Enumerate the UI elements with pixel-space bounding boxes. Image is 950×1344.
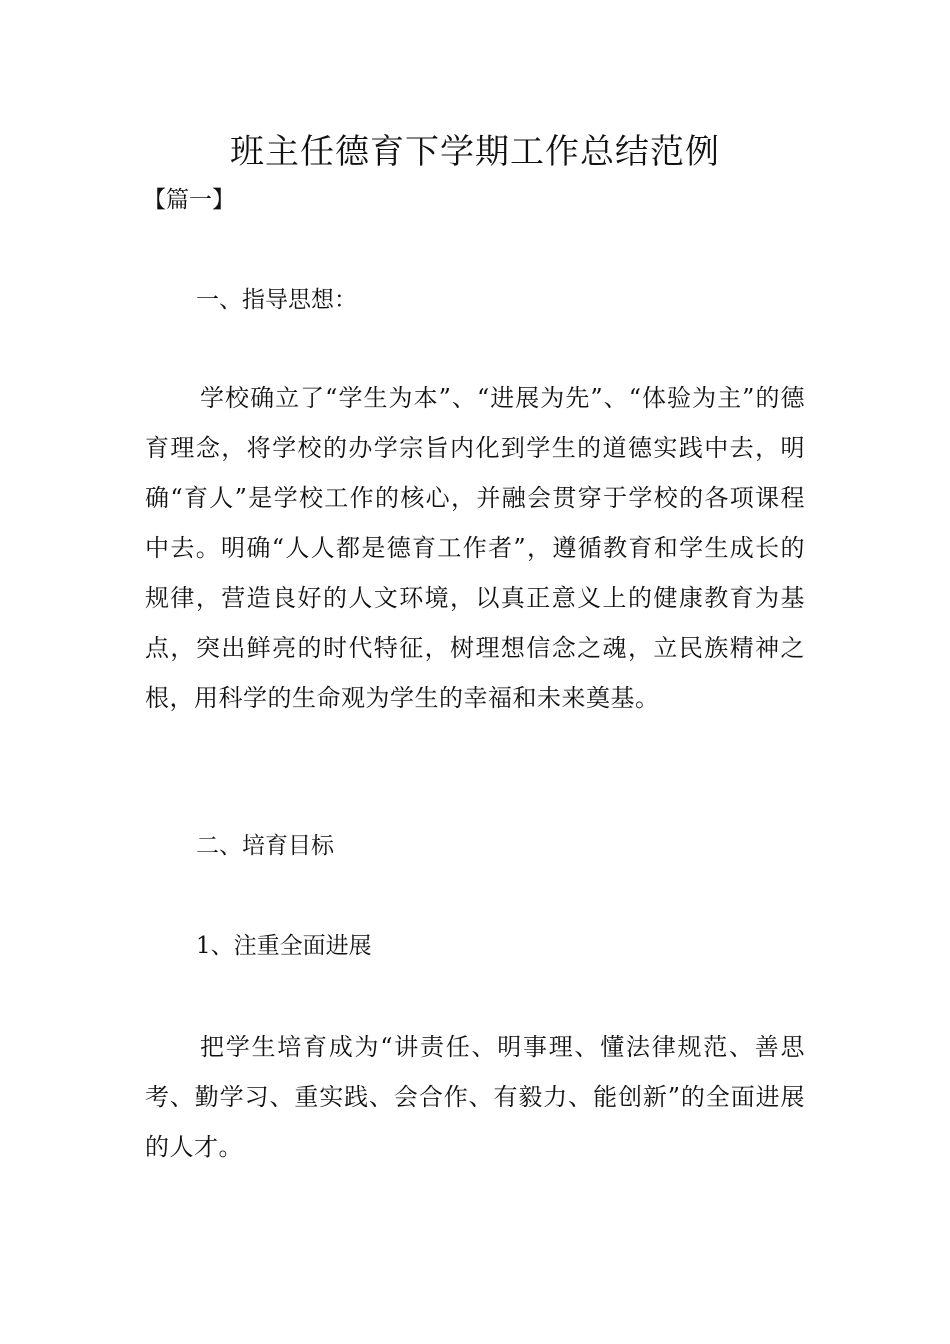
section-tag: 【篇一】: [143, 187, 235, 213]
document-title: 班主任德育下学期工作总结范例: [230, 132, 720, 172]
heading-training-goals: 二、培育目标: [196, 833, 334, 859]
paragraph-all-round-development: 把学生培育成为“讲责任、明事理、懂法律规范、善思考、勤学习、重实践、会合作、有毅力、能创新”的全面进展的人才。: [145, 1033, 805, 1161]
paragraph-guiding-ideology: 学校确立了“学生为本”、“进展为先”、“体验为主”的德育理念，将学校的办学宗旨内化到学生的道德实践中去，明确“育人”是学校工作的核心，并融会贯穿于学校的各项课程中去。明确“人人都是德育工作者”，遵循教育和学生成长的规律，营造良好的人文环境，以真正意义上的健康教育为基点，突出鲜亮的时代特征，树理想信念之魂，立民族精神之根，用科学的生命观为学生的幸福和未来奠基。: [145, 384, 805, 712]
heading-all-round-development: 1、注重全面进展: [196, 933, 372, 959]
heading-guiding-ideology: 一、指导思想：: [196, 287, 357, 313]
